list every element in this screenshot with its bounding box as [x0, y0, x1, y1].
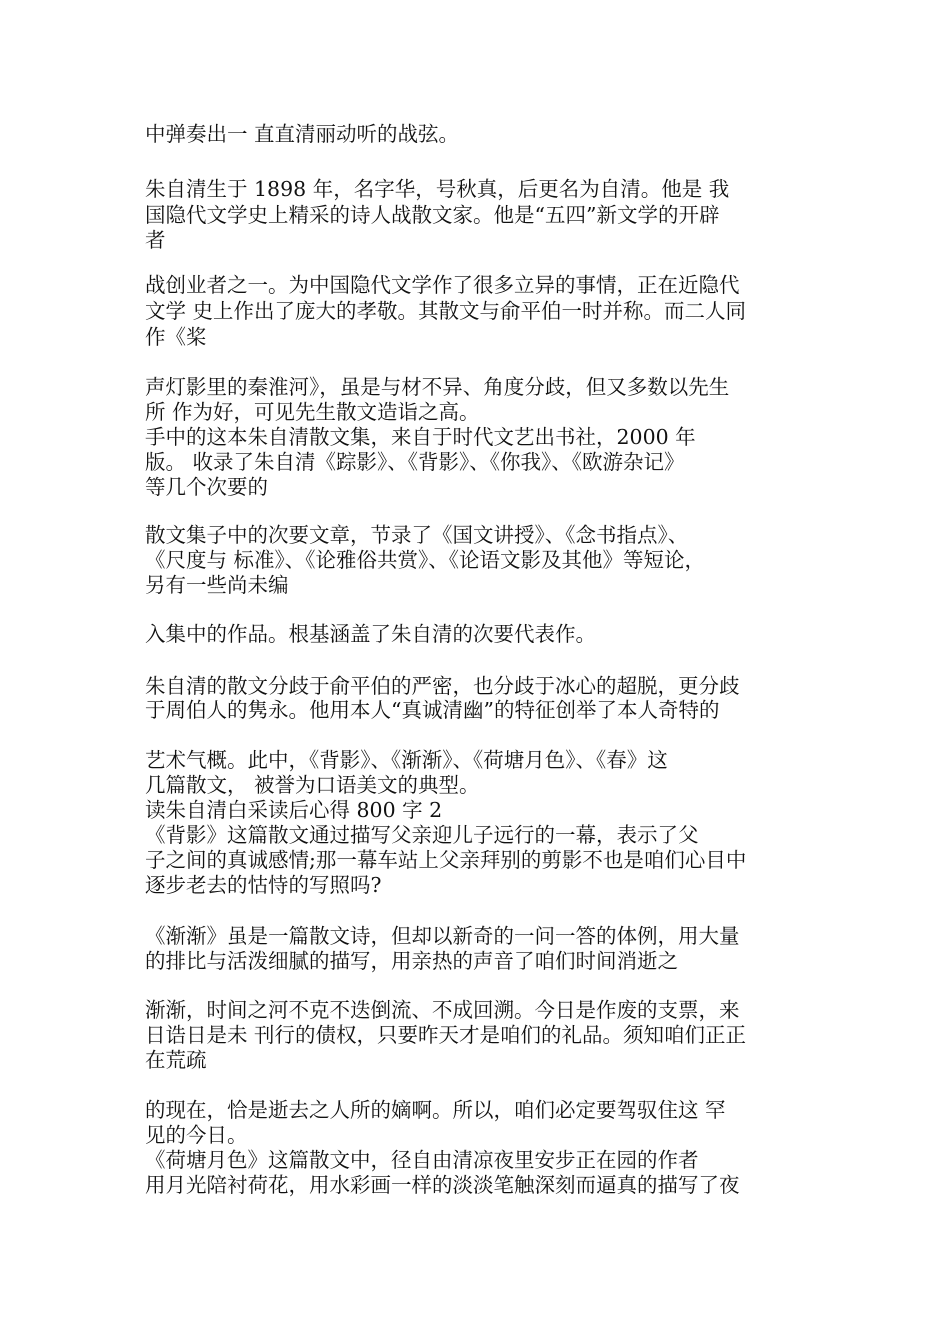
text-line: 日诰日是未 刊行的债权，只要昨天才是咱们的礼品。须知咱们正正 [145, 1023, 747, 1047]
text-line: 的现在，恰是逝去之人所的嫡啊。所以，咱们必定要驾驭住这 罕 [145, 1098, 726, 1122]
text-line: 版。 收录了朱自清《踪影》、《背影》、《你我》、《欧游杂记》 [145, 450, 685, 474]
text-line: 所 作为好，可见先生散文造诣之高。 [145, 400, 480, 424]
text-line: 另有一些尚未编 [145, 573, 289, 597]
text-line: 声灯影里的秦淮河》，虽是与材不异、角度分歧，但又多数以先生 [145, 375, 730, 399]
text-line: 文学 史上作出了庞大的孝敬。其散文与俞平伯一时并称。而二人同 [145, 299, 747, 323]
text-line: 作《桨 [145, 325, 207, 349]
text-line: 中弹奏出一 直直清丽动听的战弦。 [145, 122, 460, 146]
text-line: 入集中的作品。根基涵盖了朱自清的次要代表作。 [145, 622, 596, 646]
text-line: 几篇散文， 被誉为口语美文的典型。 [145, 773, 480, 797]
text-line: 的排比与活泼细腻的描写，用亲热的声音了咱们时间消逝之 [145, 949, 678, 973]
text-line: 朱自清生于 1898 年，名字华，号秋真，后更名为自清。他是 我 [145, 177, 730, 201]
text-line: 见的今日。 [145, 1123, 248, 1147]
text-line: 《渐渐》虽是一篇散文诗，但却以新奇的一问一答的体例，用大量 [145, 924, 740, 948]
text-line: 于周伯人的隽永。他用本人“真诚清幽”的特征创举了本人奇特的 [145, 698, 720, 722]
text-line: 朱自清的散文分歧于俞平伯的严密，也分歧于冰心的超脱，更分歧 [145, 674, 740, 698]
text-line: 等几个次要的 [145, 475, 268, 499]
text-line: 用月光陪衬荷花，用水彩画一样的淡淡笔触深刻而逼真的描写了夜 [145, 1173, 740, 1197]
text-line: 散文集子中的次要文章，节录了《国文讲授》、《念书指点》、 [145, 523, 689, 547]
text-line: 艺术气概。此中，《背影》、《渐渐》、《荷塘月色》、《春》这 [145, 748, 668, 772]
text-line: 在荒疏 [145, 1048, 207, 1072]
text-line: 国隐代文学史上精采的诗人战散文家。他是“五四”新文学的开辟 [145, 203, 720, 227]
text-line: 《荷塘月色》这篇散文中，径自由清凉夜里安步正在园的作者 [145, 1148, 699, 1172]
text-line: 渐渐，时间之河不克不迭倒流、不成回溯。今日是作废的支票，来 [145, 998, 740, 1022]
text-line: 者 [145, 228, 166, 252]
text-line: 逐步老去的怙恃的写照吗? [145, 873, 382, 897]
text-line: 战创业者之一。为中国隐代文学作了很多立异的事情，正在近隐代 [145, 273, 740, 297]
text-line: 手中的这本朱自清散文集，来自于时代文艺出书社，2000 年 [145, 425, 696, 449]
text-line: 读朱自清白采读后心得 800 字 2 [145, 798, 443, 822]
text-line: 子之间的真诚感情;那一幕车站上父亲拜别的剪影不也是咱们心目中 [145, 848, 747, 872]
text-line: 《背影》这篇散文通过描写父亲迎儿子远行的一幕，表示了父 [145, 823, 699, 847]
text-line: 《尺度与 标准》、《论雅俗共赏》、《论语文影及其他》等短论， [145, 548, 706, 572]
